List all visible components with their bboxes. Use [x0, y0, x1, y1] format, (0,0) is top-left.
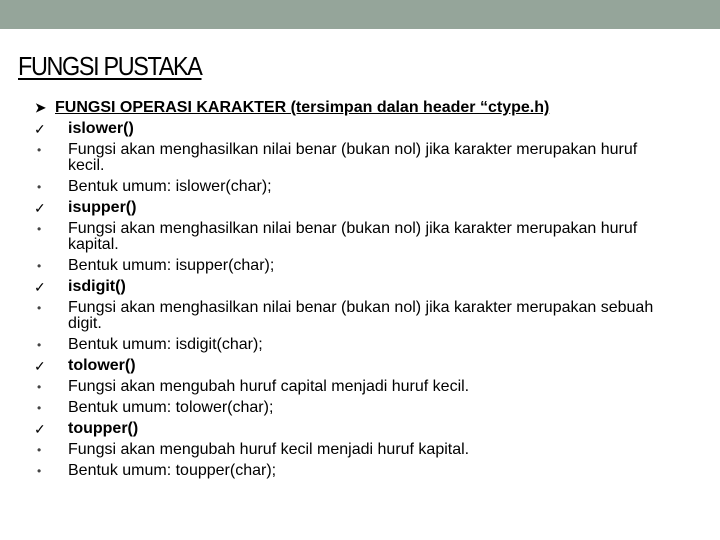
bullet-icon: •	[37, 401, 42, 415]
list-item	[34, 258, 668, 274]
bullet-icon: •	[37, 301, 42, 315]
list-item	[34, 279, 668, 295]
function-list	[34, 121, 668, 484]
function-name: isdigit()	[68, 278, 126, 295]
list-item	[34, 358, 668, 374]
check-icon: ✓	[34, 200, 46, 216]
list-item	[34, 379, 668, 395]
list-item	[34, 400, 668, 416]
function-name: tolower()	[68, 357, 136, 374]
list-item	[34, 421, 668, 437]
item-text: Bentuk umum: tolower(char);	[68, 399, 274, 416]
bullet-icon: •	[37, 443, 42, 457]
list-item	[34, 121, 668, 137]
item-text: Bentuk umum: isdigit(char);	[68, 336, 263, 353]
item-text: Fungsi akan mengubah huruf capital menjadi huruf kecil.	[68, 378, 470, 395]
item-text: Bentuk umum: isupper(char);	[68, 257, 275, 274]
item-text: Fungsi akan menghasilkan nilai benar (bukan nol) jika karakter merupakan huruf kapital.	[68, 220, 638, 253]
page-title: FUNGSI PUSTAKA	[18, 51, 202, 81]
check-icon: ✓	[34, 121, 46, 137]
list-item	[34, 179, 668, 195]
function-name: islower()	[68, 120, 134, 137]
section-heading	[35, 98, 549, 118]
list-item	[34, 463, 668, 479]
section-heading-text: FUNGSI OPERASI KARAKTER (tersimpan dalan header “ctype.h)	[55, 99, 550, 116]
check-icon: ✓	[34, 421, 46, 437]
check-icon: ✓	[34, 358, 46, 374]
item-text: Fungsi akan menghasilkan nilai benar (bukan nol) jika karakter merupakan huruf kecil.	[68, 141, 638, 174]
list-item	[34, 337, 668, 353]
list-item	[34, 221, 668, 253]
bullet-icon: •	[37, 222, 42, 236]
bullet-icon: •	[37, 380, 42, 394]
bullet-icon: •	[37, 259, 42, 273]
list-item	[34, 442, 668, 458]
item-text: Fungsi akan menghasilkan nilai benar (bukan nol) jika karakter merupakan sebuah digit.	[68, 299, 654, 332]
function-name: isupper()	[68, 199, 137, 216]
item-text: Bentuk umum: toupper(char);	[68, 462, 277, 479]
function-name: toupper()	[68, 420, 139, 437]
arrow-bullet-icon: ➤	[35, 100, 46, 115]
bullet-icon: •	[37, 180, 42, 194]
list-item	[34, 200, 668, 216]
bullet-icon: •	[37, 464, 42, 478]
list-item	[34, 142, 668, 174]
bullet-icon: •	[37, 143, 42, 157]
check-icon: ✓	[34, 279, 46, 295]
item-text: Fungsi akan mengubah huruf kecil menjadi huruf kapital.	[68, 441, 470, 458]
list-item	[34, 300, 668, 332]
bullet-icon: •	[37, 338, 42, 352]
item-text: Bentuk umum: islower(char);	[68, 178, 272, 195]
top-bar	[0, 0, 720, 29]
